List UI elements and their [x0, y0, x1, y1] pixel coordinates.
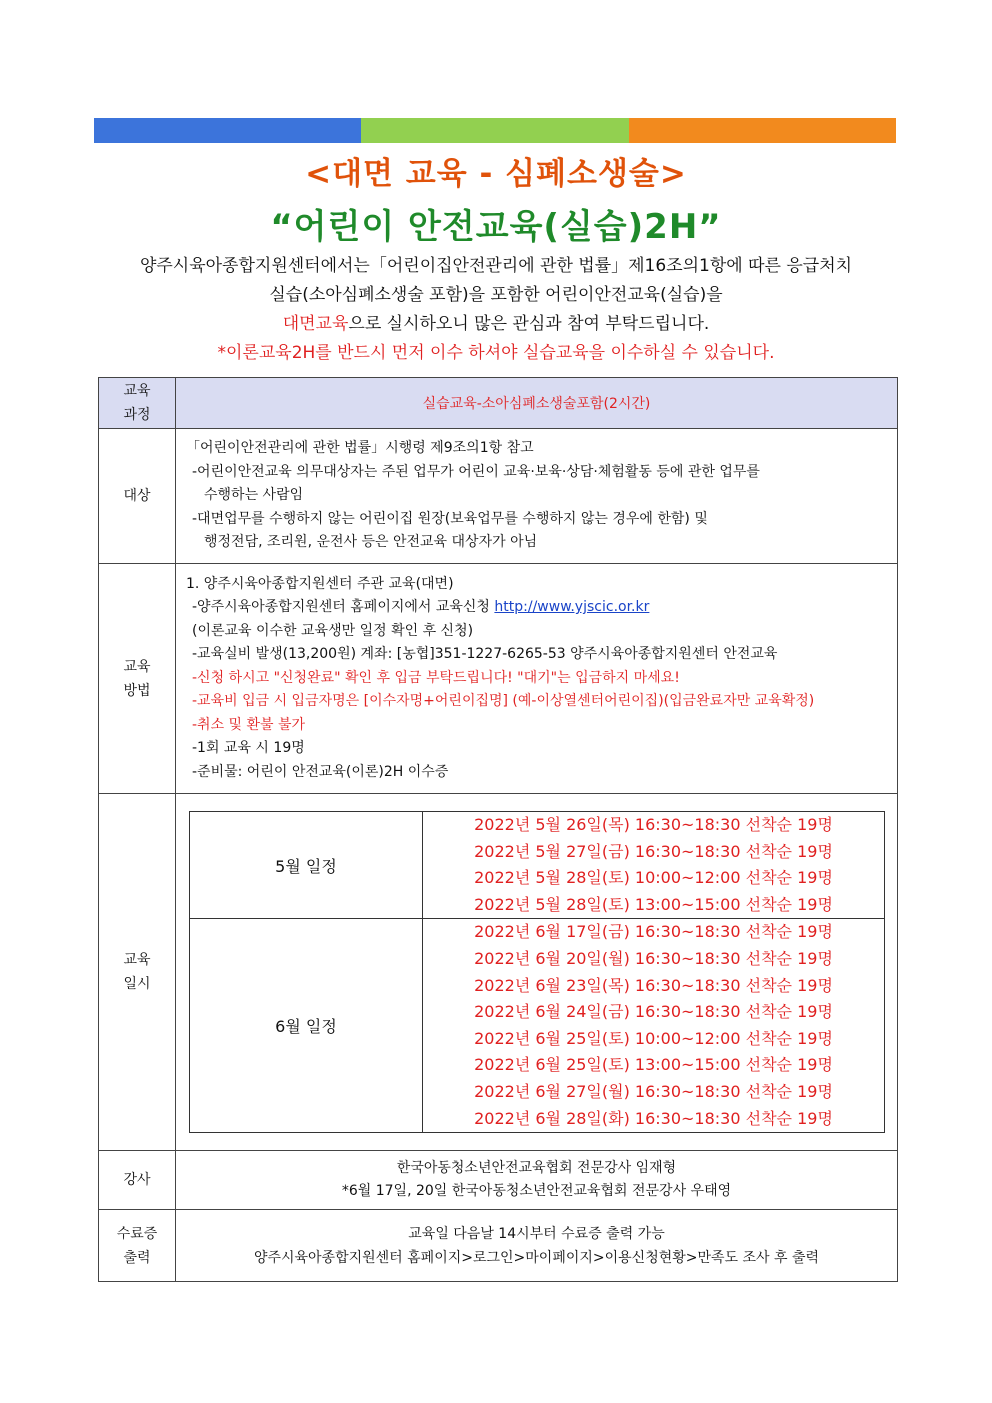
homepage-link[interactable]: http://www.yjscic.or.kr — [494, 599, 650, 616]
method-content — [176, 564, 898, 794]
intro-highlight: 대면교육 — [282, 314, 349, 334]
green-bar — [361, 118, 628, 143]
method-label — [99, 564, 176, 794]
target-line-2: -어린이안전교육 의무대상자는 주된 업무가 어린이 교육·보육·상담·체험활동 등에 관한 업무를 — [192, 463, 760, 480]
course-label-line-1: 교육 — [123, 383, 151, 399]
may-schedule-row — [190, 812, 885, 919]
method-note: (이론교육 이수한 교육생만 일정 확인 후 신청) — [192, 622, 474, 639]
certificate-label — [99, 1210, 176, 1282]
instructor-content — [176, 1151, 898, 1210]
intro-line-3 — [94, 310, 898, 339]
page-title: <대면 교육 - 심폐소생술> — [305, 156, 687, 192]
course-row — [99, 378, 898, 429]
intro-line-2: 실습(소아심폐소생술 포함)을 포함한 어린이안전교육(실습)을 — [269, 285, 723, 305]
intro-line-1: 양주시육아종합지원센터에서는「어린이집안전관리에 관한 법률」제16조의1항에 따른 응급처치 — [139, 256, 853, 276]
schedule-date: 2022년 6월 27일(월) 16:30~18:30 선착순 19명 — [474, 1081, 833, 1101]
schedule-date: 2022년 5월 26일(목) 16:30~18:30 선착순 19명 — [474, 815, 833, 834]
target-content — [176, 429, 898, 564]
instructor-row — [99, 1151, 898, 1210]
method-fee: -교육실비 발생(13,200원) 계좌: [농협]351-1227-6265-53 양주시육아종합지원센터 안전교육 — [192, 646, 778, 663]
schedule-date: 2022년 6월 20일(월) 16:30~18:30 선착순 19명 — [474, 948, 833, 968]
schedule-label-line-2: 일시 — [123, 976, 151, 993]
course-label — [99, 378, 176, 429]
prerequisite-warning: *이론교육2H를 반드시 먼저 이수 하셔야 실습교육을 이수하실 수 있습니다. — [217, 343, 775, 363]
schedule-content — [176, 794, 898, 1151]
blue-bar — [94, 118, 361, 143]
schedule-label — [99, 794, 176, 1151]
schedule-date: 2022년 6월 28일(화) 16:30~18:30 선착순 19명 — [474, 1108, 833, 1128]
page-subtitle: “어린이 안전교육(실습)2H” — [270, 207, 722, 247]
method-label-line-1: 교육 — [123, 658, 151, 675]
target-line-3: 수행하는 사람임 — [204, 487, 304, 504]
schedule-date: 2022년 6월 24일(금) 16:30~18:30 선착순 19명 — [474, 1002, 833, 1022]
method-refund-notice: -취소 및 환불 불가 — [192, 716, 306, 733]
intro-text — [94, 252, 898, 368]
method-heading: 1. 양주시육아종합지원센터 주관 교육(대면) — [186, 575, 454, 592]
schedule-row — [99, 794, 898, 1151]
schedule-date: 2022년 6월 25일(토) 13:00~15:00 선착순 19명 — [474, 1055, 833, 1075]
orange-bar — [629, 118, 896, 143]
certificate-content — [176, 1210, 898, 1282]
method-label-line-2: 방법 — [123, 682, 151, 699]
method-row — [99, 564, 898, 794]
target-line-4: -대면업무를 수행하지 않는 어린이집 원장(보육업무를 수행하지 않는 경우에 한함) 및 — [192, 510, 708, 527]
course-label-line-2: 과정 — [123, 407, 151, 423]
schedule-date: 2022년 6월 25일(토) 10:00~12:00 선착순 19명 — [474, 1028, 833, 1048]
may-schedule-dates — [423, 812, 885, 919]
instructor-line-1: 한국아동청소년안전교육협회 전문강사 임재형 — [396, 1160, 677, 1177]
method-capacity: -1회 교육 시 19명 — [192, 740, 305, 757]
schedule-date: 2022년 5월 28일(토) 13:00~15:00 선착순 19명 — [474, 894, 833, 914]
schedule-table — [189, 811, 885, 1133]
schedule-date: 2022년 6월 17일(금) 16:30~18:30 선착순 19명 — [474, 922, 833, 942]
certificate-row — [99, 1210, 898, 1282]
target-line-1: 「어린이안전관리에 관한 법률」시행령 제9조의1항 참고 — [186, 440, 534, 457]
method-apply-text: -양주시육아종합지원센터 홈페이지에서 교육신청 — [192, 599, 495, 616]
method-depositor-name-notice: -교육비 입금 시 입금자명은 [이수자명+어린이집명] (예-이상열센터어린이집)(입금완료자만 교육확정) — [192, 693, 815, 710]
info-table — [98, 377, 898, 1282]
schedule-date: 2022년 5월 27일(금) 16:30~18:30 선착순 19명 — [474, 841, 833, 861]
may-schedule-label: 5월 일정 — [190, 812, 423, 919]
schedule-date: 2022년 6월 23일(목) 16:30~18:30 선착순 19명 — [474, 975, 833, 995]
header-color-bars — [94, 118, 896, 143]
instructor-label: 강사 — [99, 1151, 176, 1210]
certificate-line-2: 양주시육아종합지원센터 홈페이지>로그인>마이페이지>이용신청현황>만족도 조사 후 출력 — [253, 1249, 820, 1266]
method-apply-line — [186, 596, 889, 620]
june-schedule-dates — [423, 919, 885, 1133]
course-value: 실습교육-소아심폐소생술포함(2시간) — [176, 378, 898, 429]
schedule-date: 2022년 5월 28일(토) 10:00~12:00 선착순 19명 — [474, 868, 833, 888]
june-schedule-row — [190, 919, 885, 1133]
certificate-label-line-1: 수료증 — [116, 1225, 158, 1242]
instructor-line-2: *6월 17일, 20일 한국아동청소년안전교육협회 전문강사 우태영 — [341, 1183, 732, 1200]
june-schedule-label: 6월 일정 — [190, 919, 423, 1133]
method-deposit-notice: -신청 하시고 "신청완료" 확인 후 입금 부탁드립니다! "대기"는 입금하지 마세요! — [192, 669, 680, 686]
certificate-label-line-2: 출력 — [123, 1249, 151, 1266]
schedule-label-line-1: 교육 — [123, 952, 151, 969]
certificate-line-1: 교육일 다음날 14시부터 수료증 출력 가능 — [408, 1225, 665, 1242]
target-line-5: 행정전담, 조리원, 운전사 등은 안전교육 대상자가 아님 — [204, 534, 538, 551]
method-preparation: -준비물: 어린이 안전교육(이론)2H 이수증 — [192, 763, 449, 780]
target-label: 대상 — [99, 429, 176, 564]
target-row — [99, 429, 898, 564]
intro-line-3-rest: 으로 실시하오니 많은 관심과 참여 부탁드립니다. — [348, 314, 710, 334]
